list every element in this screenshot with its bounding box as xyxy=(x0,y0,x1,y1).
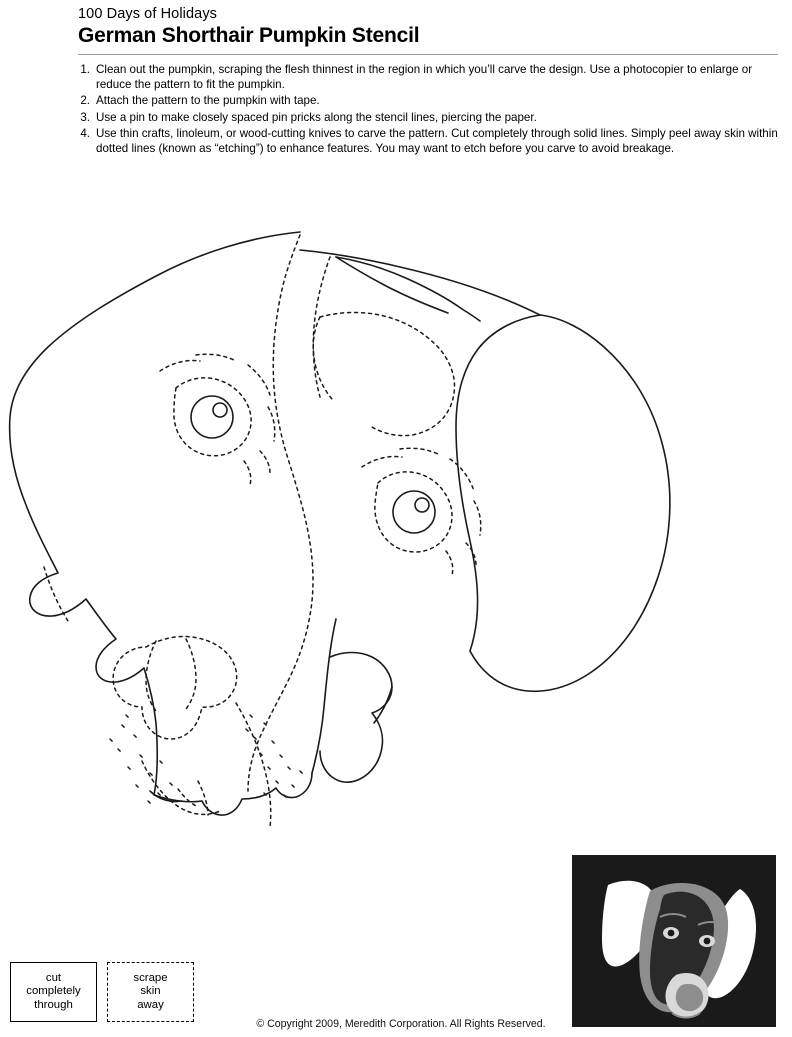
copyright-notice xyxy=(0,1018,792,1030)
list-item xyxy=(78,111,778,126)
list-item xyxy=(78,63,778,92)
header-divider xyxy=(78,54,778,55)
step-text: Attach the pattern to the pumpkin with tape. xyxy=(96,94,320,108)
step-number: 1. xyxy=(80,63,90,76)
instructions-list xyxy=(78,63,778,159)
dog-head-preview-icon xyxy=(572,855,776,1027)
legend-scrape-line2: skin xyxy=(140,985,161,998)
stencil-artwork xyxy=(0,195,792,855)
step-number: 4. xyxy=(80,127,90,141)
step-number: 2. xyxy=(80,94,90,108)
legend-scrape-skin xyxy=(107,962,194,1022)
page-title: German Shorthair Pumpkin Stencil xyxy=(78,24,420,47)
legend-scrape-line3: away xyxy=(137,998,164,1011)
legend-cut-line2: completely xyxy=(26,985,81,998)
step-text: Use a pin to make closely spaced pin pricks along the stencil lines, piercing the paper. xyxy=(96,110,537,124)
list-item xyxy=(78,94,778,109)
list-item xyxy=(78,127,778,156)
step-text: Use thin crafts, linoleum, or wood-cutting knives to carve the pattern. Cut completely through solid lines. Simply peel away skin within dotted lines (known as “etching”) to enhance features. You may want to etch before you carve to avoid breakage. xyxy=(96,127,778,155)
legend-scrape-line1: scrape xyxy=(133,971,168,984)
legend-cut-line1: cut xyxy=(45,971,62,984)
dog-head-stencil-icon xyxy=(0,195,792,855)
copyright-text: © Copyright 2009, Meredith Corporation. All Rights Reserved. xyxy=(256,1018,546,1030)
step-number: 3. xyxy=(80,110,90,124)
legend xyxy=(10,962,194,1022)
step-text: Clean out the pumpkin, scraping the flesh thinnest in the region in which you’ll carve the design. Use a photocopier to enlarge or reduce the pattern to fit the pumpkin. xyxy=(96,63,753,91)
carved-preview-thumbnail xyxy=(572,855,776,1027)
legend-cut-through xyxy=(10,962,97,1022)
page-kicker: 100 Days of Holidays xyxy=(78,6,218,22)
page-header xyxy=(78,6,778,55)
legend-cut-line3: through xyxy=(34,998,73,1011)
